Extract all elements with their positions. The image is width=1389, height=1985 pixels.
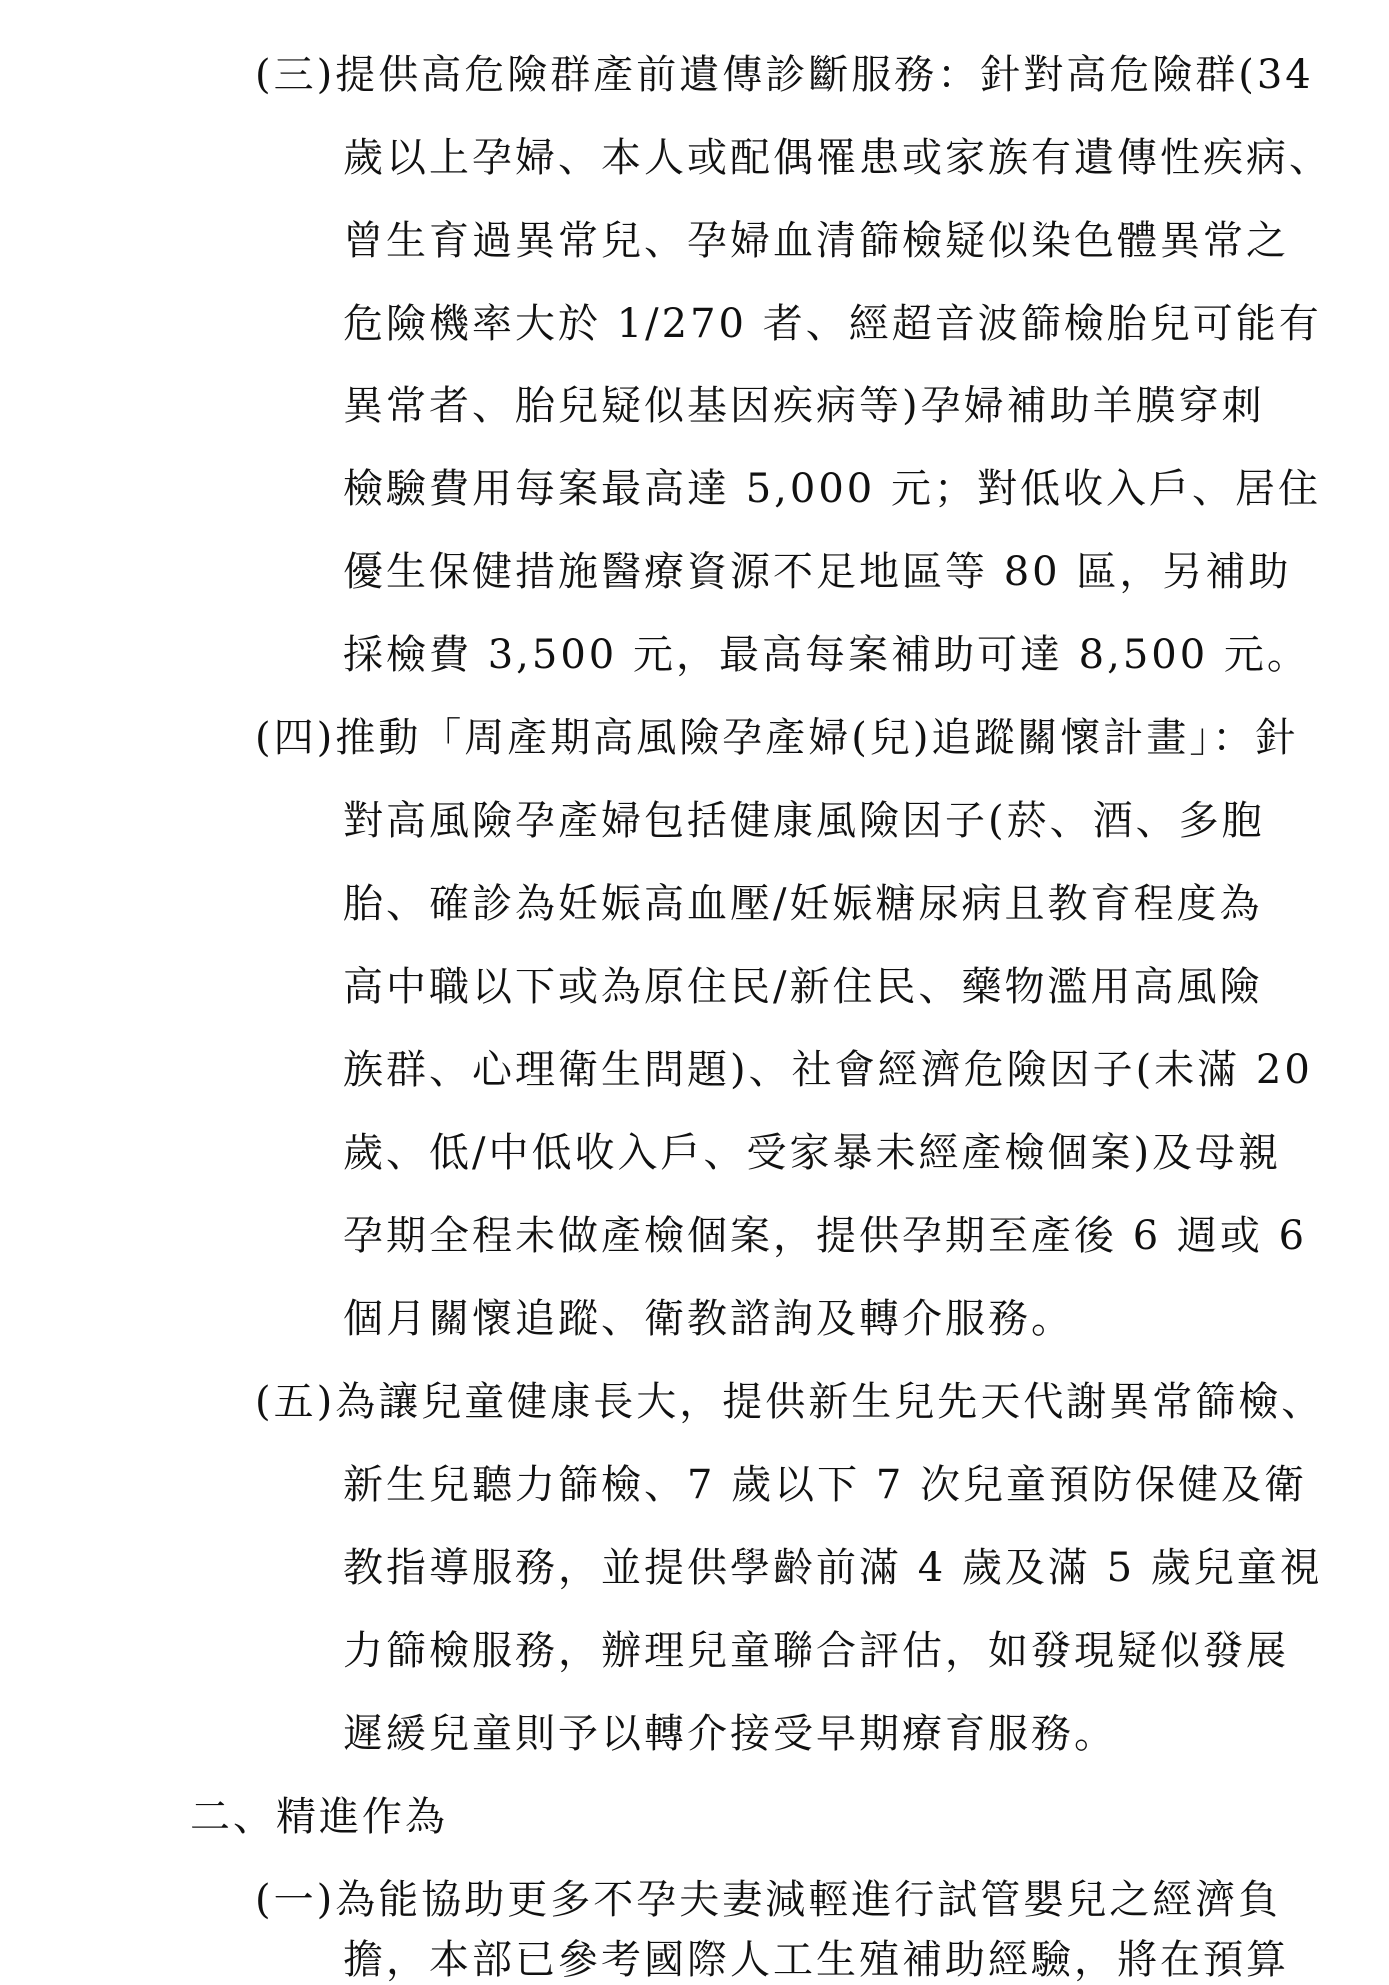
item-3-line-2: 歲以上孕婦、本人或配偶罹患或家族有遺傳性疾病、 — [343, 135, 1332, 181]
item-5-line-1: (五)為讓兒童健康長大，提供新生兒先天代謝異常篩檢、 — [255, 1379, 1325, 1425]
item-4-line-5: 族群、心理衛生問題)、社會經濟危險因子(未滿 20 — [343, 1047, 1313, 1093]
item-next-line-2: 擔，本部已參考國際人工生殖補助經驗，將在預算 — [343, 1937, 1289, 1983]
item-4-line-2: 對高風險孕產婦包括健康風險因子(菸、酒、多胞 — [343, 798, 1265, 844]
item-4-line-8: 個月關懷追蹤、衛教諮詢及轉介服務。 — [343, 1296, 1074, 1342]
item-3-line-3: 曾生育過異常兒、孕婦血清篩檢疑似染色體異常之 — [343, 218, 1289, 264]
item-5-line-4: 力篩檢服務，辦理兒童聯合評估，如發現疑似發展 — [343, 1628, 1289, 1674]
section-heading: 二、精進作為 — [190, 1794, 448, 1840]
item-4-line-7: 孕期全程未做產檢個案，提供孕期至產後 6 週或 6 — [343, 1213, 1308, 1259]
item-3-line-6: 檢驗費用每案最高達 5,000 元；對低收入戶、居住 — [343, 466, 1321, 512]
item-4-line-1: (四)推動「周產期高風險孕產婦(兒)追蹤關懷計畫」：針 — [255, 715, 1299, 761]
item-4-line-3: 胎、確診為妊娠高血壓/妊娠糖尿病且教育程度為 — [343, 881, 1263, 927]
item-5-line-2: 新生兒聽力篩檢、7 歲以下 7 次兒童預防保健及衛 — [343, 1462, 1308, 1508]
item-3-line-7: 優生保健措施醫療資源不足地區等 80 區，另補助 — [343, 549, 1292, 595]
item-4-line-6: 歲、低/中低收入戶、受家暴未經產檢個案)及母親 — [343, 1130, 1282, 1176]
item-5-line-3: 教指導服務，並提供學齡前滿 4 歲及滿 5 歲兒童視 — [343, 1545, 1323, 1591]
item-5-line-5: 遲緩兒童則予以轉介接受早期療育服務。 — [343, 1711, 1117, 1757]
item-3-line-4: 危險機率大於 1/270 者、經超音波篩檢胎兒可能有 — [343, 301, 1322, 347]
item-3-line-8: 採檢費 3,500 元，最高每案補助可達 8,500 元。 — [343, 632, 1310, 678]
item-next-line-1: (一)為能協助更多不孕夫妻減輕進行試管嬰兒之經濟負 — [255, 1877, 1282, 1923]
item-3-line-5: 異常者、胎兒疑似基因疾病等)孕婦補助羊膜穿刺 — [343, 383, 1265, 429]
item-4-line-4: 高中職以下或為原住民/新住民、藥物濫用高風險 — [343, 964, 1263, 1010]
item-3-line-1: (三)提供高危險群產前遺傳診斷服務：針對高危險群(34 — [255, 52, 1314, 98]
